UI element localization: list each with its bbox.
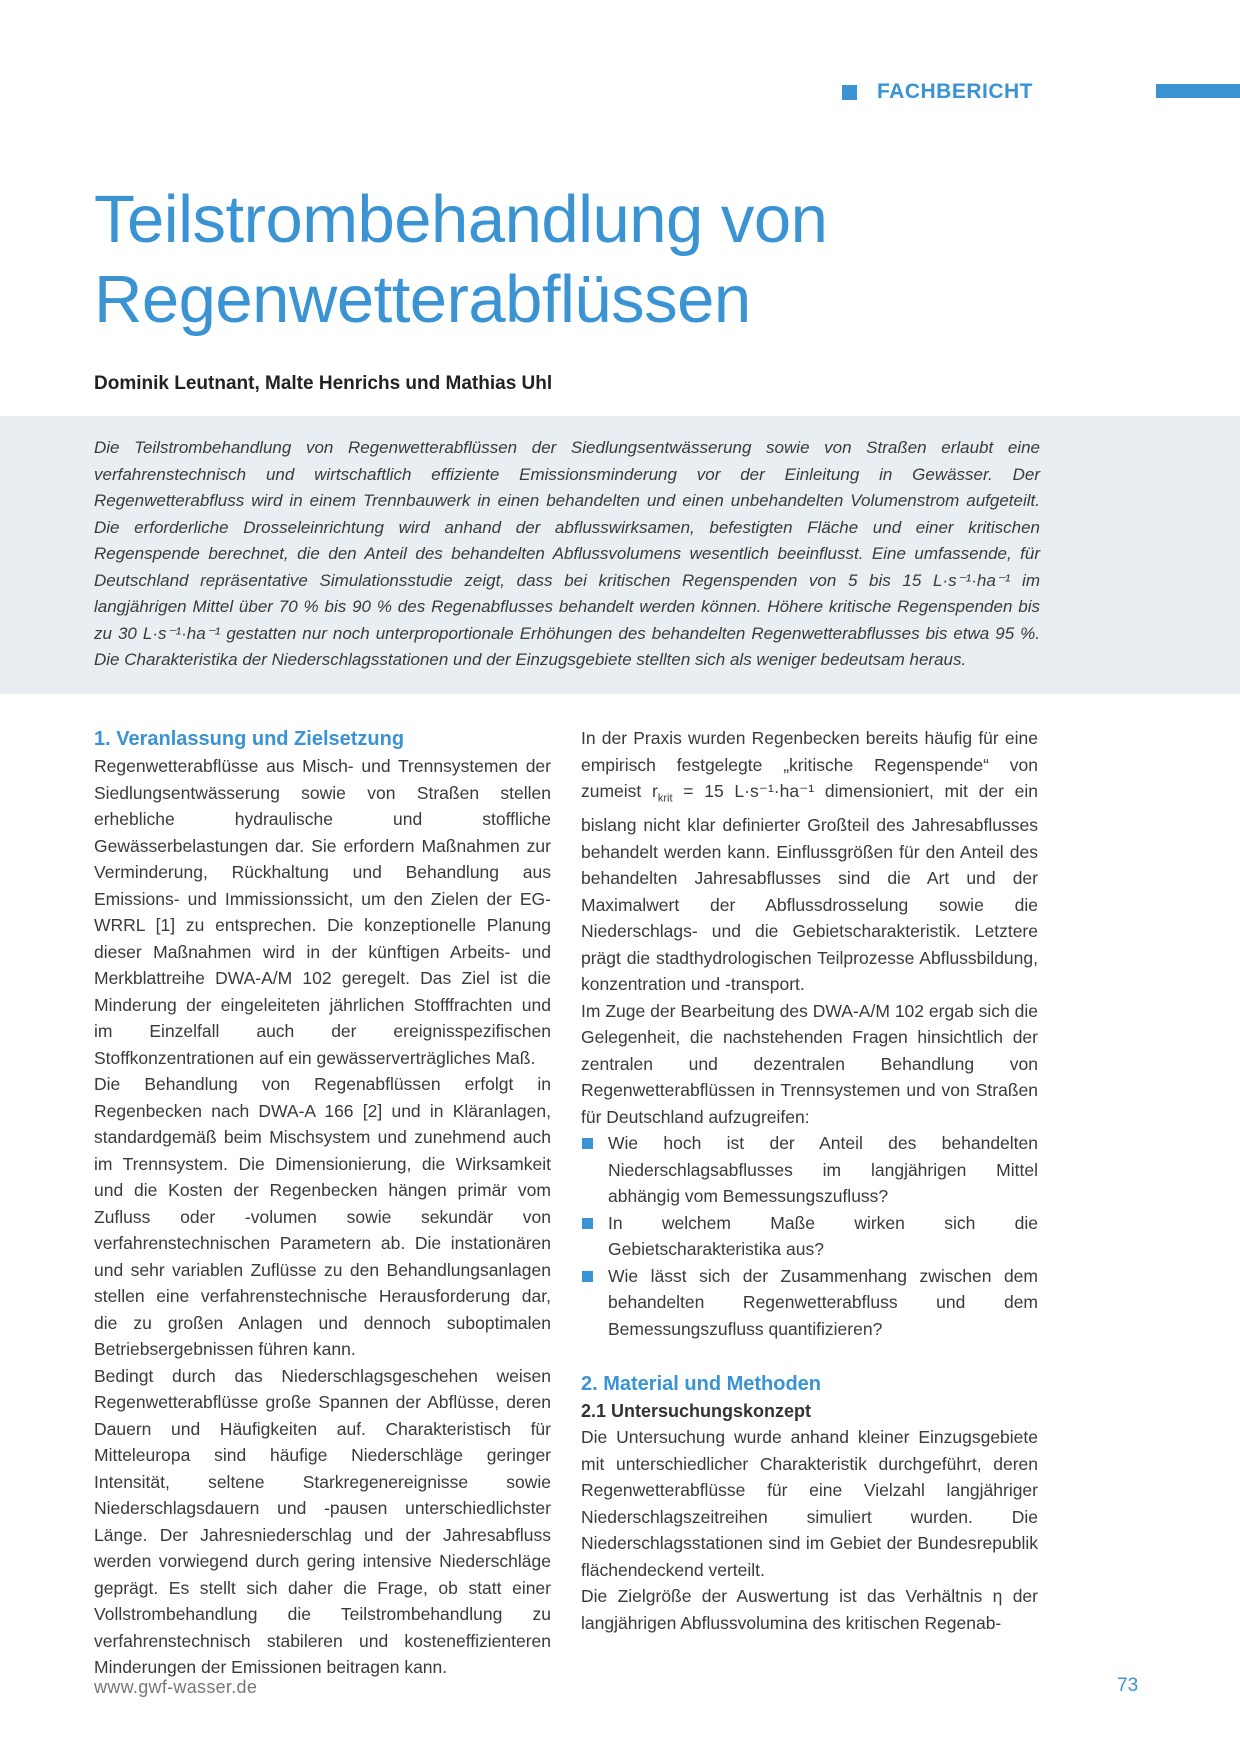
list-item-text: Wie hoch ist der Anteil des behandelten Niederschlagsabflusses im langjährigen Mittel abhängig vom Bemessungszufluss? xyxy=(608,1133,1038,1206)
list-item xyxy=(581,1210,1038,1263)
left-column xyxy=(94,725,551,1681)
section-heading-1: 1. Veranlassung und Zielsetzung xyxy=(94,728,405,750)
square-bullet-icon xyxy=(582,1218,593,1229)
list-item xyxy=(581,1130,1038,1210)
square-bullet-icon xyxy=(582,1271,593,1282)
list-item-text: Wie lässt sich der Zusammenhang zwischen dem behandelten Regenwetterabfluss und dem Bemessungszufluss quantifizieren? xyxy=(608,1265,1038,1339)
abstract-text: Die Teilstrombehandlung von Regenwetterabflüssen der Siedlungsentwässerung sowie von Straßen erlaubt eine verfahrenstechnisch und wirtschaftlich effiziente Emissionsminderung vor der Einleitung in Gewässer. Der Regenwetterabfluss wird in einem Trennbauwerk in einen behandelten und einen unbehandelten Volumenstrom aufgeteilt. Die erforderliche Drosseleinrichtung wird anhand der abflusswirksamen, befestigten Fläche und einer kritischen Regenspende berechnet, die den Anteil des behandelten Abflussvolumens wesentlich beeinflusst. Eine umfassende, für Deutschland repräsentative Simulationsstudie zeigt, dass bei kritischen Regenspenden von 5 bis 15 L·s⁻¹·ha⁻¹ im langjährigen Mittel über 70 % bis 90 % des Regenabflusses behandelt werden können. Höhere kritische Regenspenden bis zu 30 L·s⁻¹·ha⁻¹ gestatten nur noch unterproportionale Erhöhungen des behandelten Regenwetterabflusses bis etwa 95 %. Die Charakteristika der Niederschlagsstationen und der Einzugsgebiete stellten sich als weniger bedeutsam heraus. xyxy=(94,438,1040,669)
footer-website-link[interactable]: www.gwf-wasser.de xyxy=(94,1677,258,1697)
abstract xyxy=(94,435,1040,674)
question-list xyxy=(581,1130,1038,1342)
page-edge-bar xyxy=(1156,84,1240,98)
paragraph-text: = 15 L·s⁻¹·ha⁻¹ dimensioniert, mit der ein bislang nicht klar definierter Großteil des Jahresabflusses behandelt werden kann. Einflussgrößen für den Anteil des behandelten Jahresabflusses sind die Art und der Maximalwert der Abflussdrosselung sowie die Niederschlags- und die Gebietscharakteristik. Letztere prägt die stadthydrologischen Teilprozesse Abflussbildung, konzentration und -transport. xyxy=(581,781,1038,994)
right-column xyxy=(581,725,1038,1636)
subsection-heading: 2.1 Untersuchungskonzept xyxy=(581,1401,812,1421)
authors: Dominik Leutnant, Malte Henrichs und Mathias Uhl xyxy=(94,373,553,394)
article-title xyxy=(94,180,1094,340)
title-line-1: Teilstrombehandlung von xyxy=(94,182,828,257)
paragraph: Im Zuge der Bearbeitung des DWA-A/M 102 ergab sich die Gelegenheit, die nachstehenden Fragen hinsichtlich der zentralen und dezentralen Behandlung von Regenwetterabflüssen in Trennsystemen und von Straßen für Deutschland aufzugreifen: xyxy=(581,1000,1038,1127)
section-label: FACHBERICHT xyxy=(877,80,1033,103)
paragraph-text: In der Praxis wurden Regenbecken bereits häufig für eine empirisch festgelegte „kritische Regenspende“ von zumeist r xyxy=(581,728,1038,801)
title-line-2: Regenwetterabflüssen xyxy=(94,262,751,337)
paragraph xyxy=(581,725,1038,998)
list-item xyxy=(581,1263,1038,1343)
square-icon xyxy=(842,85,857,100)
paragraph: Bedingt durch das Niederschlagsgeschehen weisen Regenwetterabflüsse große Spannen der Abflüsse, deren Dauern und Häufigkeiten auf. Charakteristisch für Mitteleuropa sind häufige Niederschläge geringer Intensität, seltene Starkregenereignisse sowie Niederschlagsdauern und -pausen unterschiedlichster Länge. Der Jahresniederschlag und der Jahresabfluss werden vorwiegend durch gering intensive Niederschläge geprägt. Es stellt sich daher die Frage, ob statt einer Vollstrombehandlung die Teilstrombehandlung zu verfahrenstechnisch stabileren und kosteneffizienteren Minderungen der Emissionen beitragen kann. xyxy=(94,1365,551,1677)
paragraph: Regenwetterabflüsse aus Misch- und Trennsystemen der Siedlungsentwässerung sowie von Straßen stellen erhebliche hydraulische und stoffliche Gewässerbelastungen dar. Sie erfordern Maßnahmen zur Verminderung, Rückhaltung und Behandlung aus Emissions- und Immissionssicht, um den Zielen der EG-WRRL [1] zu entsprechen. Die konzeptionelle Planung dieser Maßnahmen wird in der künftigen Arbeits- und Merkblattreihe DWA-A/M 102 geregelt. Das Ziel ist die Minderung der eingeleiteten jährlichen Stofffrachten und im Einzelfall auch der ereignisspezifischen Stoffkonzentrationen auf ein gewässerverträgliches Maß. xyxy=(94,756,551,1068)
paragraph: Die Behandlung von Regenabflüssen erfolgt in Regenbecken nach DWA-A 166 [2] und in Kläranlagen, standardgemäß beim Mischsystem und zunehmend auch im Trennsystem. Die Dimensionierung, die Wirksamkeit und die Kosten der Regenbecken hängen primär vom Zufluss oder -volumen sowie sekundär von verfahrenstechnischen Parametern ab. Die instationären und sehr variablen Zuflüsse zu den Behandlungsanlagen stellen eine verfahrenstechnische Herausforderung dar, die zu großen Anlagen und dennoch suboptimalen Betriebsergebnissen führen kann. xyxy=(94,1074,551,1359)
spacer xyxy=(581,1342,1038,1370)
page-number: 73 xyxy=(1117,1675,1139,1696)
list-item-text: In welchem Maße wirken sich die Gebietscharakteristika aus? xyxy=(608,1212,1038,1259)
paragraph: Die Zielgröße der Auswertung ist das Verhältnis η der langjährigen Abflussvolumina des kritischen Regenab- xyxy=(581,1586,1038,1633)
section-heading-2: 2. Material und Methoden xyxy=(581,1373,822,1395)
section-tag xyxy=(842,78,1033,106)
paragraph: Die Untersuchung wurde anhand kleiner Einzugsgebiete mit unterschiedlicher Charakteristik durchgeführt, deren Regenwetterabflüsse für eine Vielzahl langjähriger Niederschlagszeitreihen simuliert wurden. Die Niederschlagsstationen sind im Gebiet der Bundesrepublik flächendeckend verteilt. xyxy=(581,1427,1038,1580)
subscript: krit xyxy=(657,792,673,805)
square-bullet-icon xyxy=(582,1138,593,1149)
